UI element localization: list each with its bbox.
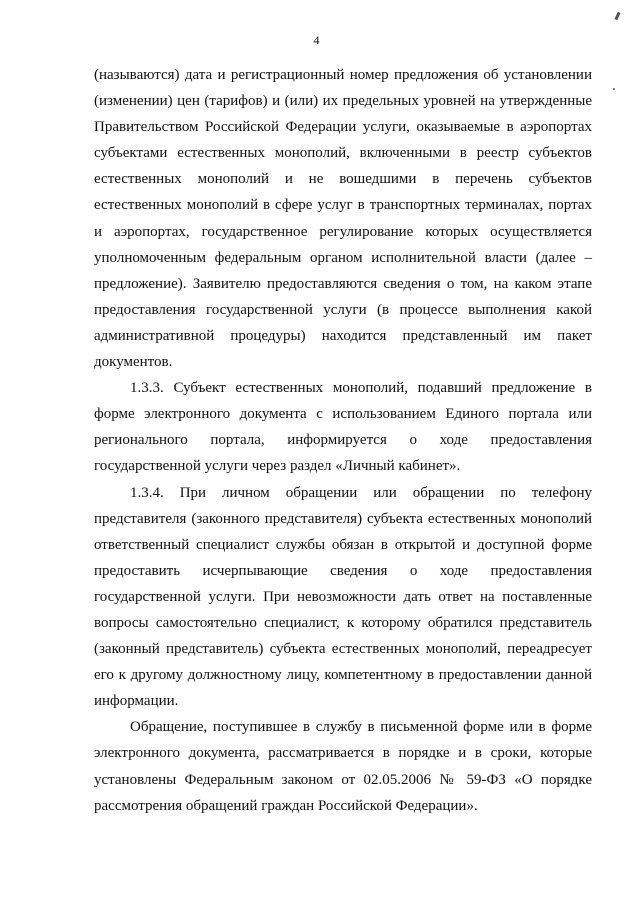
- paragraph-1-3-4: 1.3.4. При личном обращении или обращении по телефону представителя (законного представителя) субъекта естественных монополий ответственный специалист службы обязан в открытой и доступной форме предоставить исчерпывающие сведения о ходе предоставления государственной услуги. При невозможности дать ответ на поставленные вопросы самостоятельно специалист, к которому обратился представитель (законный представитель) субъекта естественных монополий, переадресует его к другому должностному лицу, компетентному в предоставлении данной информации.: [94, 484, 592, 710]
- body-text: [94, 62, 592, 819]
- paragraph-appeal: Обращение, поступившее в службу в письменной форме или в форме электронного документа, рассматривается в порядке и в сроки, которые установлены Федеральным законом от 02.05.2006 № 59-ФЗ «О порядке рассмотрения обращений граждан Российской Федерации».: [94, 719, 592, 814]
- paragraph-1-3-3: 1.3.3. Субъект естественных монополий, подавший предложение в форме электронного документа с использованием Единого портала или регионального портала, информируется о ходе предоставления государственной услуги через раздел «Личный кабинет».: [94, 380, 592, 475]
- page-number: 4: [313, 33, 320, 47]
- paragraph-continuation: (называются) дата и регистрационный номер предложения об установлении (изменении) цен (тарифов) и (или) их предельных уровней на утвержденные Правительством Российской Федерации услуги, оказываемые в аэропортах субъектами естественных монополий, включенными в реестр субъектов естественных монополий и не вошедшими в перечень субъектов естественных монополий в сфере услуг в транспортных терминалах, портах и аэропортах, государственное регулирование которых осуществляется уполномоченным федеральным органом исполнительной власти (далее – предложение). Заявителю предоставляются сведения о том, на каком этапе предоставления государственной услуги (в процессе выполнения какой административной процедуры) находится представленный им пакет документов.: [94, 67, 592, 371]
- scan-dot: [613, 88, 615, 90]
- scan-mark: [614, 12, 620, 21]
